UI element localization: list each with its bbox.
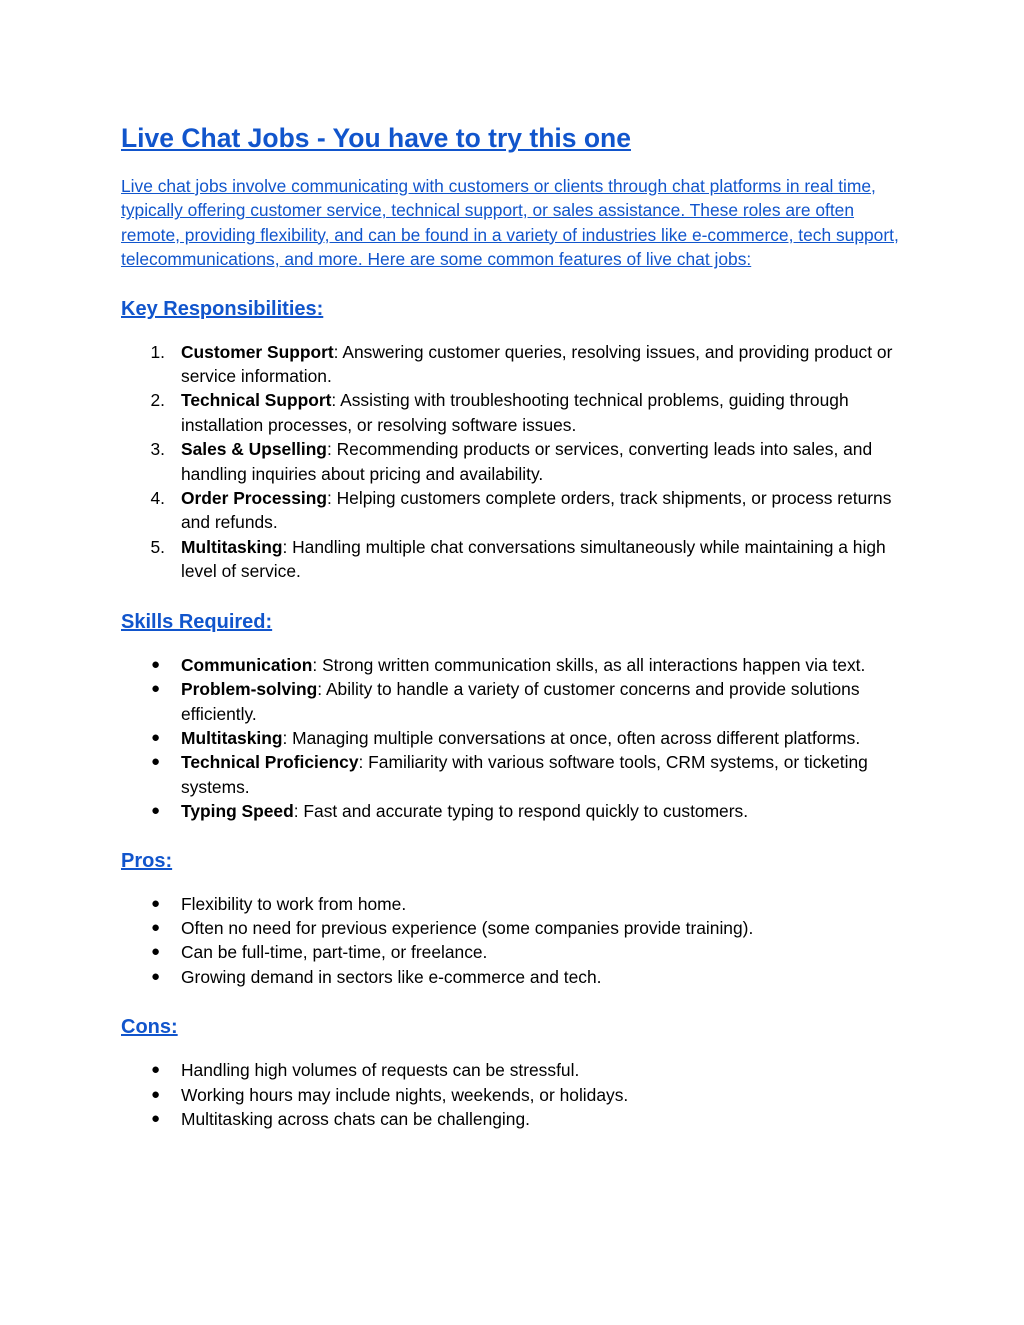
item-description: : Strong written communication skills, as all interactions happen via text. bbox=[312, 654, 866, 675]
pros-heading[interactable] bbox=[121, 846, 911, 876]
cons-link[interactable]: Cons: bbox=[121, 1016, 178, 1039]
item-term: Order Processing bbox=[181, 488, 327, 509]
list-item bbox=[121, 916, 911, 940]
item-description: : Helping customers complete orders, track shipments, or process returns and refunds. bbox=[181, 488, 892, 533]
item-term: Technical Proficiency bbox=[181, 752, 359, 773]
pros-list bbox=[121, 892, 911, 990]
item-term: Typing Speed bbox=[181, 801, 294, 822]
list-item bbox=[121, 677, 911, 726]
item-description: : Answering customer queries, resolving issues, and providing product or service information. bbox=[181, 341, 893, 387]
bullet-icon: ● bbox=[151, 943, 161, 961]
list-item bbox=[121, 653, 911, 677]
document-page bbox=[121, 118, 911, 1131]
item-description: : Fast and accurate typing to respond quickly to customers. bbox=[293, 801, 749, 822]
list-item bbox=[121, 437, 911, 486]
bullet-icon: ● bbox=[151, 918, 161, 936]
item-term: Technical Support bbox=[181, 390, 332, 411]
list-item bbox=[121, 940, 911, 964]
item-description: : Assisting with troubleshooting technical problems, guiding through installation processes, or resolving software issues. bbox=[181, 390, 849, 435]
key-responsibilities-heading[interactable] bbox=[121, 294, 911, 324]
item-text: Growing demand in sectors like e-commerce and tech. bbox=[181, 966, 602, 987]
intro-link[interactable]: Live chat jobs involve communicating with customers or clients through chat platforms in real time, typically offering customer service, technical support, or sales assistance. These roles are often remote, providing flexibility, and can be found in a variety of industries like e-commerce, tech support, telecommunications, and more. Here are some common features of live chat jobs: bbox=[121, 176, 899, 270]
bullet-icon: ● bbox=[151, 680, 161, 698]
list-number: 5. bbox=[150, 536, 165, 557]
list-item bbox=[121, 1083, 911, 1107]
list-item bbox=[121, 486, 911, 535]
skills-required-heading[interactable] bbox=[121, 607, 911, 637]
list-item bbox=[121, 892, 911, 916]
list-item bbox=[121, 1107, 911, 1131]
list-item bbox=[121, 965, 911, 989]
responsibilities-list bbox=[121, 340, 911, 584]
list-number: 4. bbox=[150, 488, 165, 509]
bullet-icon: ● bbox=[151, 1061, 161, 1079]
item-term: Problem-solving bbox=[181, 679, 318, 700]
list-item bbox=[121, 799, 911, 823]
item-text: Working hours may include nights, weekends, or holidays. bbox=[181, 1084, 629, 1105]
bullet-icon: ● bbox=[151, 894, 161, 912]
list-number: 2. bbox=[150, 390, 165, 411]
item-text: Multitasking across chats can be challenging. bbox=[181, 1108, 530, 1129]
bullet-icon: ● bbox=[151, 1085, 161, 1103]
bullet-icon: ● bbox=[151, 655, 161, 673]
list-number: 1. bbox=[150, 341, 165, 362]
item-term: Multitasking bbox=[181, 536, 283, 557]
item-description: : Ability to handle a variety of customer concerns and provide solutions efficiently. bbox=[181, 679, 860, 724]
item-term: Customer Support bbox=[181, 341, 334, 362]
bullet-icon: ● bbox=[151, 753, 161, 771]
cons-heading[interactable] bbox=[121, 1012, 911, 1042]
item-text: Can be full-time, part-time, or freelance. bbox=[181, 942, 488, 963]
bullet-icon: ● bbox=[151, 728, 161, 746]
skills-required-link[interactable]: Skills Required: bbox=[121, 610, 273, 633]
bullet-icon: ● bbox=[151, 967, 161, 985]
item-description: : Managing multiple conversations at once, often across different platforms. bbox=[282, 727, 861, 748]
item-term: Communication bbox=[181, 654, 313, 675]
intro-paragraph[interactable] bbox=[121, 174, 911, 272]
list-item bbox=[121, 1058, 911, 1082]
key-responsibilities-link[interactable]: Key Responsibilities: bbox=[121, 297, 324, 320]
item-description: : Familiarity with various software tools, CRM systems, or ticketing systems. bbox=[181, 752, 868, 797]
item-term: Multitasking bbox=[181, 727, 283, 748]
item-description: : Recommending products or services, converting leads into sales, and handling inquiries about pricing and availability. bbox=[181, 439, 873, 484]
list-item bbox=[121, 726, 911, 750]
cons-list bbox=[121, 1058, 911, 1131]
bullet-icon: ● bbox=[151, 1109, 161, 1127]
item-description: : Handling multiple chat conversations simultaneously while maintaining a high level of service. bbox=[181, 536, 886, 582]
list-number: 3. bbox=[150, 439, 165, 460]
list-item bbox=[121, 340, 911, 389]
item-text: Often no need for previous experience (some companies provide training). bbox=[181, 917, 754, 938]
item-term: Sales & Upselling bbox=[181, 439, 327, 460]
pros-link[interactable]: Pros: bbox=[121, 849, 173, 872]
list-item bbox=[121, 535, 911, 584]
list-item bbox=[121, 750, 911, 799]
bullet-icon: ● bbox=[151, 802, 161, 820]
item-text: Handling high volumes of requests can be stressful. bbox=[181, 1060, 580, 1081]
skills-list bbox=[121, 653, 911, 824]
item-text: Flexibility to work from home. bbox=[181, 893, 407, 914]
document-title[interactable] bbox=[121, 118, 911, 158]
list-item bbox=[121, 388, 911, 437]
title-link[interactable]: Live Chat Jobs - You have to try this one bbox=[121, 123, 631, 153]
